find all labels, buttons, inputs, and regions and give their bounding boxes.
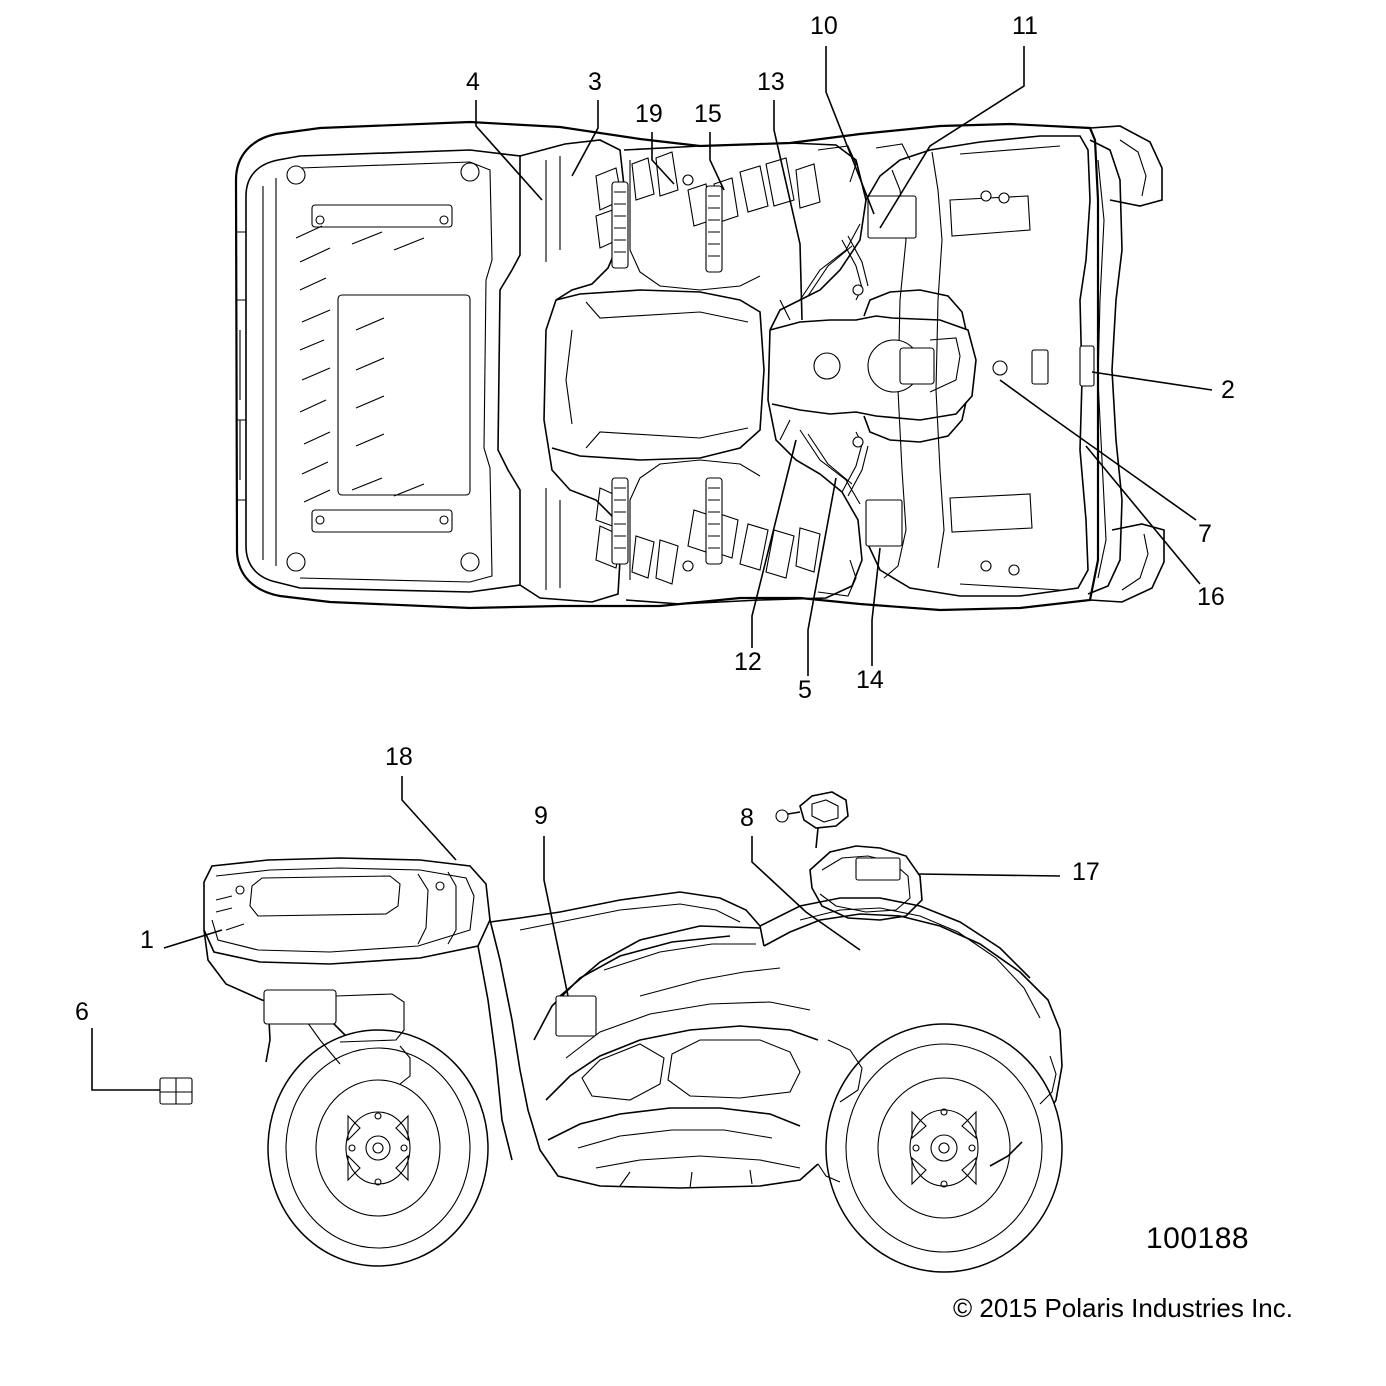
callout-7: 7 (1198, 520, 1212, 548)
callout-4: 4 (466, 68, 480, 96)
top-view-artwork (236, 122, 1164, 610)
callout-14: 14 (856, 666, 884, 694)
callout-5: 5 (798, 676, 812, 704)
callout-6: 6 (75, 998, 89, 1026)
callout-16: 16 (1197, 583, 1225, 611)
top-view-leaders (476, 46, 1212, 676)
side-view-artwork (160, 792, 1062, 1272)
callout-11: 11 (1012, 12, 1038, 40)
callout-8: 8 (740, 804, 754, 832)
copyright-notice: © 2015 Polaris Industries Inc. (953, 1293, 1293, 1323)
callout-10: 10 (810, 12, 838, 40)
diagram-part-number: 100188 (1146, 1222, 1250, 1255)
callout-19: 19 (635, 100, 663, 128)
callout-2: 2 (1221, 376, 1235, 404)
callout-1: 1 (140, 926, 154, 954)
callout-3: 3 (588, 68, 602, 96)
callout-12: 12 (734, 648, 762, 676)
callout-15: 15 (694, 100, 722, 128)
callout-17: 17 (1072, 858, 1100, 886)
callout-9: 9 (534, 802, 548, 830)
callout-13: 13 (757, 68, 785, 96)
callout-18: 18 (385, 743, 413, 771)
